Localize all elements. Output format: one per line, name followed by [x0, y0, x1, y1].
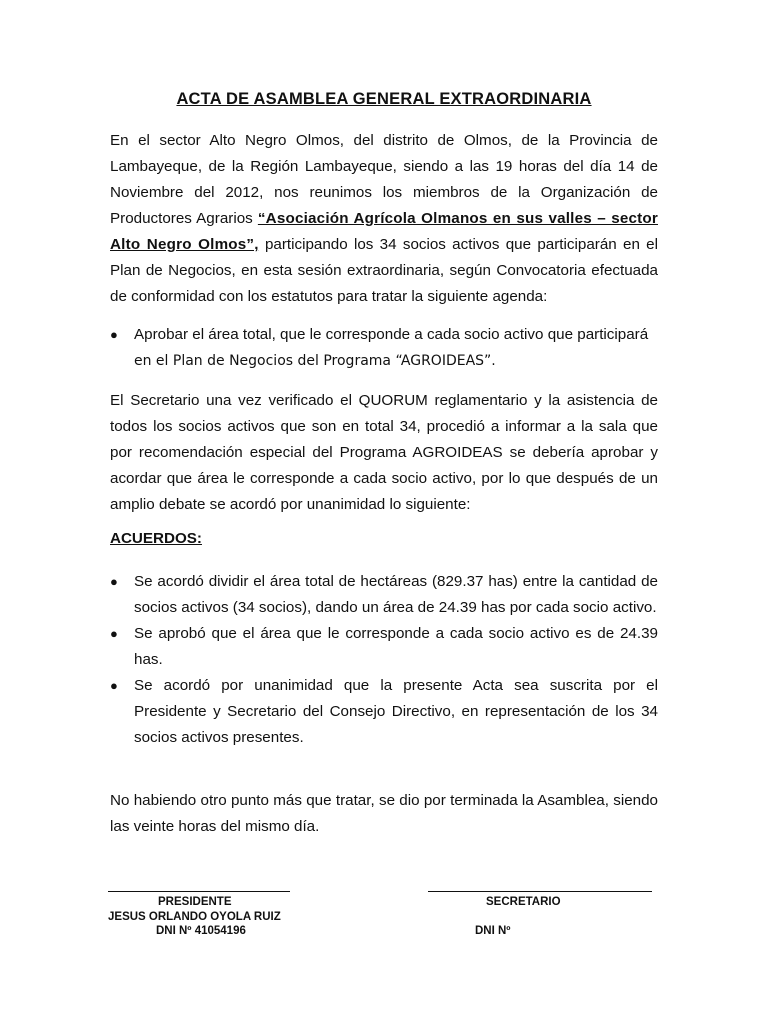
secretary-paragraph: El Secretario una vez verificado el QUORUM reglamentario y la asistencia de todos los socios activos que son en total 34, procedió a informar a la sala que por recomendación especial del Programa AGROIDEAS se debería aprobar y acordar que área le corresponde a cada socio activo, por lo que después de un amplio debate se acordó por unanimidad lo siguiente: — [110, 392, 658, 513]
agreements-heading: ACUERDOS: — [110, 530, 202, 547]
agreement-text: Se acordó por unanimidad que la presente Acta sea suscrita por el Presidente y Secretario del Consejo Directivo, en representación de los 34 socios activos presentes. — [134, 677, 658, 746]
organization-name: “Asociación Agrícola Olmanos en sus valles – sector Alto Negro Olmos”, — [110, 210, 658, 253]
president-name: JESUS ORLANDO OYOLA RUIZ — [108, 911, 281, 923]
secretary-dni: DNI Nº — [475, 925, 511, 937]
president-dni: DNI Nº 41054196 — [156, 925, 246, 937]
agenda-item-line1: Aprobar el área total, que le corresponde a cada socio activo que participará — [134, 326, 649, 343]
agreement-item — [110, 673, 658, 751]
intro-text-after: participando los 34 socios activos que participarán en el Plan de Negocios, en esta sesión extraordinaria, según Convocatoria efectuada de conformidad con los estatutos para tratar la siguiente agenda: — [110, 236, 658, 305]
agenda-list — [110, 322, 658, 374]
agreement-item — [110, 621, 658, 673]
agreement-text: Se aprobó que el área que le corresponde a cada socio activo es de 24.39 has. — [134, 625, 658, 668]
bullet-icon: ● — [110, 626, 118, 641]
president-signature-line — [108, 891, 290, 892]
bullet-icon: ● — [110, 574, 118, 589]
bullet-icon: ● — [110, 327, 118, 342]
agenda-item — [110, 322, 658, 374]
secretary-signature-line — [428, 891, 652, 892]
agenda-item-line2: en el Plan de Negocios del Programa “AGROIDEAS”. — [134, 353, 496, 369]
bullet-icon: ● — [110, 678, 118, 693]
closing-paragraph: No habiendo otro punto más que tratar, se dio por terminada la Asamblea, siendo las veinte horas del mismo día. — [110, 792, 658, 835]
agreements-list — [110, 569, 658, 751]
intro-text-before: En el sector Alto Negro Olmos, del distrito de Olmos, de la Provincia de Lambayeque, de la Región Lambayeque, siendo a las 19 horas del día 14 de Noviembre del 2012, nos reunimos los miembros de la Organización de Productores Agrarios — [110, 132, 658, 227]
intro-paragraph — [110, 128, 658, 310]
agreement-item — [110, 569, 658, 621]
document-title: ACTA DE ASAMBLEA GENERAL EXTRAORDINARIA — [176, 90, 592, 108]
agreement-text: Se acordó dividir el área total de hectáreas (829.37 has) entre la cantidad de socios activos (34 socios), dando un área de 24.39 has por cada socio activo. — [134, 573, 658, 616]
secretary-role: SECRETARIO — [486, 896, 561, 908]
president-role: PRESIDENTE — [158, 896, 232, 908]
